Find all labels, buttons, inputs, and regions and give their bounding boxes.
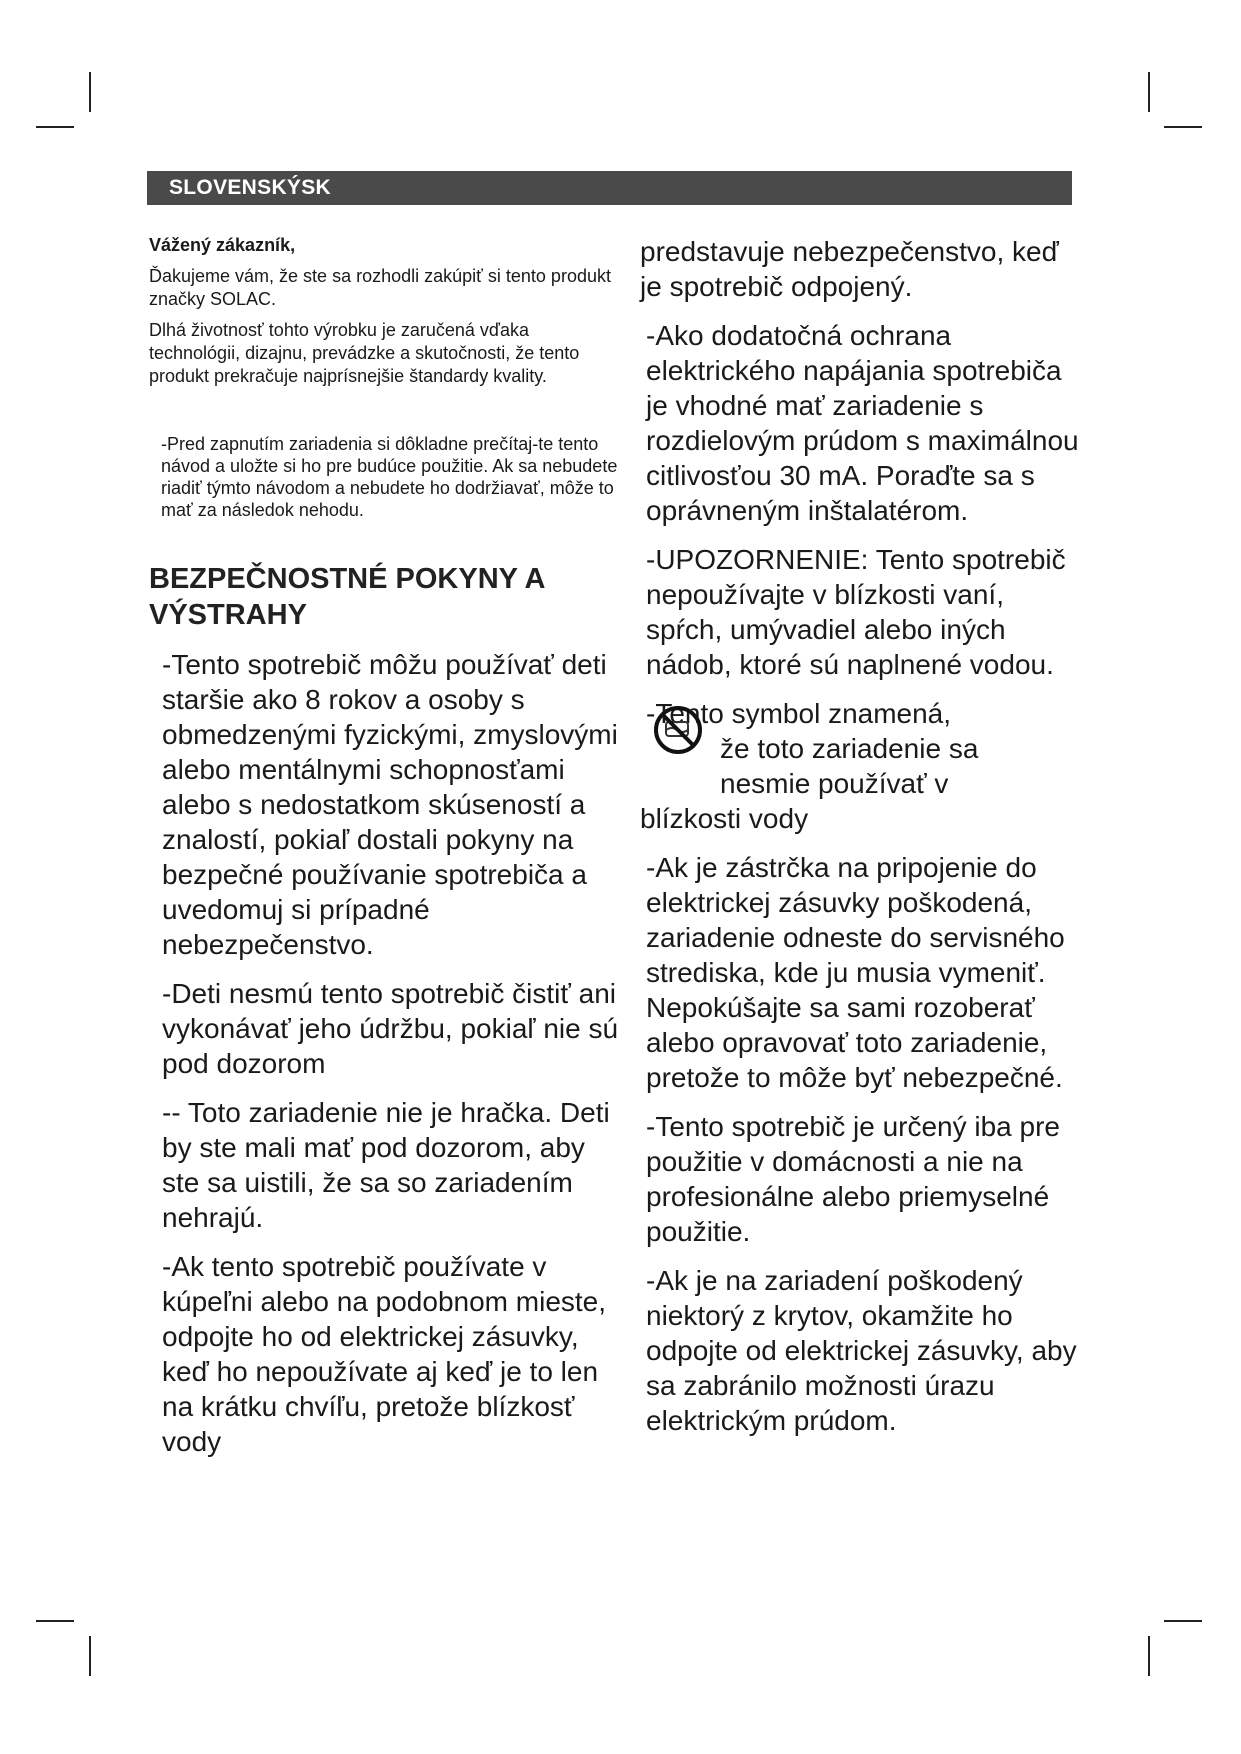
crop-mark: [1164, 126, 1202, 128]
crop-mark: [89, 72, 91, 112]
symbol-item: [640, 696, 1080, 836]
safety-item: -Ako dodatočná ochrana elektrického napájania spotrebiča je vhodné mať zariadenie s rozdielovým prúdom s maximálnou citlivosťou 30 mA. Poraďte sa s oprávneným inštalatérom.: [646, 320, 1079, 526]
safety-item: -UPOZORNENIE: Tento spotrebič nepoužívajte v blízkosti vaní, spŕch, umývadiel alebo iných nádob, ktoré sú naplnené vodou.: [646, 544, 1066, 680]
language-label: SLOVENSKÝSK: [169, 176, 331, 199]
intro-text: [149, 265, 619, 388]
safety-item: -Deti nesmú tento spotrebič čistiť ani vykonávať jeho údržbu, pokiaľ nie sú pod dozorom: [162, 978, 619, 1079]
section-title: BEZPEČNOSTNÉ POKYNY A VÝSTRAHY: [149, 563, 545, 631]
symbol-text-line: blízkosti vody: [640, 803, 809, 834]
safety-item: -Tento spotrebič je určený iba pre použitie v domácnosti a nie na profesionálne alebo priemyselné použitie.: [646, 1111, 1060, 1247]
crop-mark: [1148, 72, 1150, 112]
intro-paragraph: Dlhá životnosť tohto výrobku je zaručená vďaka technológii, dizajnu, prevádzke a skutočnosti, že tento produkt prekračuje najprísnejšie štandardy kvality.: [149, 320, 580, 386]
symbol-text-line: -Tento symbol znamená,: [646, 698, 952, 729]
safety-item: -Tento spotrebič môžu používať deti staršie ako 8 rokov a osoby s obmedzenými fyzickými, zmyslovými alebo mentálnymi schopnosťami alebo s nedostatkom skúseností a znalostí, pokiaľ dostali pokyny na bezpečné používanie spotrebiča a uvedomuj si prípadné nebezpečenstvo.: [162, 649, 618, 960]
symbol-text-line: že toto zariadenie sa: [720, 733, 979, 764]
crop-mark: [1148, 1636, 1150, 1676]
greeting: Vážený zákazník,: [149, 235, 296, 255]
safety-item-continuation: predstavuje nebezpečenstvo, keď je spotrebič odpojený.: [640, 236, 1059, 302]
safety-item: -Ak tento spotrebič používate v kúpeľni alebo na podobnom mieste, odpojte ho od elektrickej zásuvky, keď ho nepoužívate aj keď je to len na krátku chvíľu, pretože blízkosť vody: [162, 1251, 607, 1457]
left-column: [149, 234, 619, 1473]
language-header-bar: [147, 171, 1072, 205]
no-water-symbol-icon: [652, 704, 704, 756]
crop-mark: [36, 126, 74, 128]
read-manual-notice: -Pred zapnutím zariadenia si dôkladne prečítaj-te tento návod a uložte si ho pre budúce použitie. Ak sa nebudete riadiť týmto návodom a nebudete ho dodržiavať, môže to mať za následok nehodu.: [161, 434, 618, 520]
crop-mark: [89, 1636, 91, 1676]
crop-mark: [36, 1620, 74, 1622]
symbol-text-line: nesmie používať v: [720, 768, 949, 799]
safety-item: -- Toto zariadenie nie je hračka. Deti by ste mali mať pod dozorom, aby ste sa uistili, že sa so zariadením nehrajú.: [162, 1097, 610, 1233]
intro-paragraph: Ďakujeme vám, že ste sa rozhodli zakúpiť si tento produkt značky SOLAC.: [149, 266, 611, 309]
crop-mark: [1164, 1620, 1202, 1622]
safety-item: -Ak je na zariadení poškodený niektorý z krytov, okamžite ho odpojte od elektrickej zásuvky, aby sa zabránilo možnosti úrazu elektrickým prúdom.: [646, 1265, 1077, 1436]
safety-item: -Ak je zástrčka na pripojenie do elektrickej zásuvky poškodená, zariadenie odneste do servisného strediska, kde ju musia vymeniť. Nepokúšajte sa sami rozoberať alebo opravovať toto zariadenie, pretože to môže byť nebezpečné.: [646, 852, 1065, 1093]
right-column: [640, 234, 1080, 1452]
